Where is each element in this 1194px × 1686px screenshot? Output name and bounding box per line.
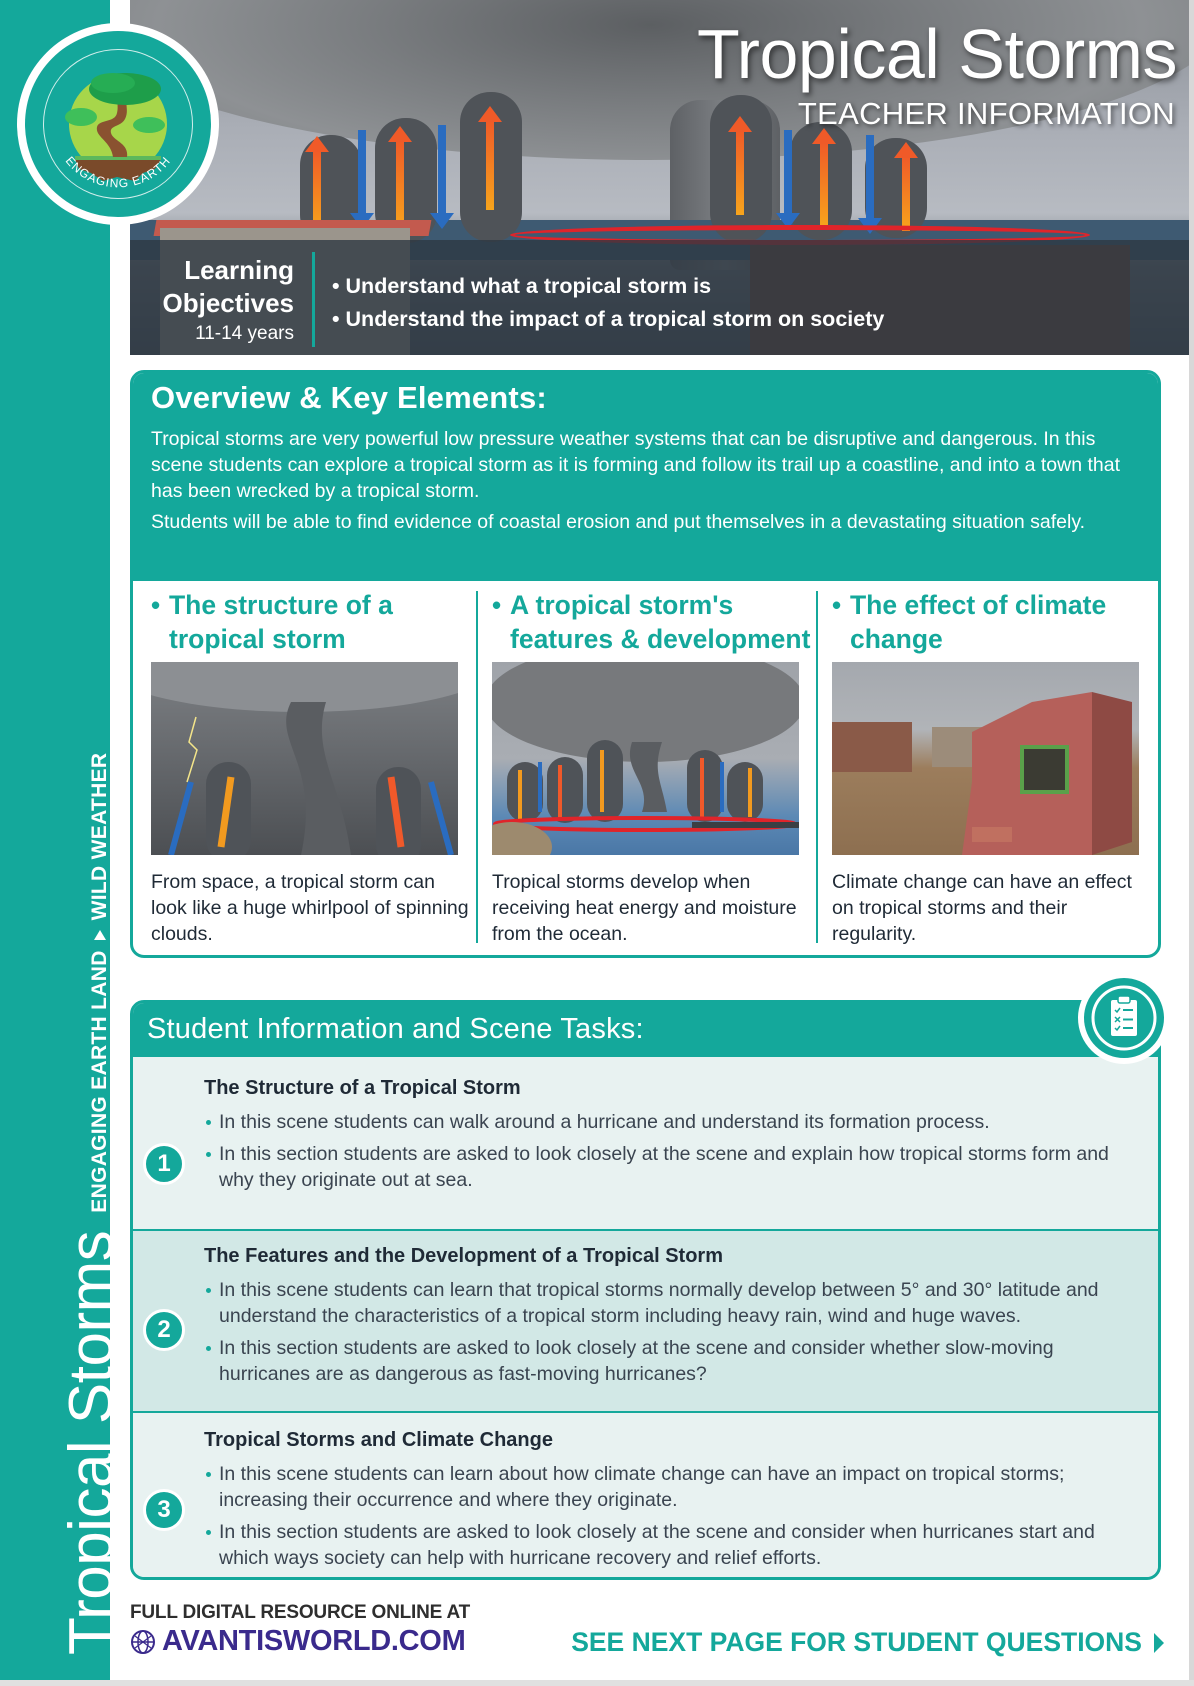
learning-objectives-label bbox=[138, 254, 294, 320]
student-tasks-header bbox=[133, 1003, 1158, 1057]
storm-development-image bbox=[492, 662, 799, 855]
key-element-title-text: The effect of climate change bbox=[850, 590, 1107, 654]
task-bullets bbox=[204, 1109, 1144, 1199]
task-bullet: In this section students are asked to look closely at the scene and consider when hurricanes start and which ways society can help with hurricane recovery and relief efforts. bbox=[204, 1519, 1144, 1571]
task-bullet: In this section students are asked to look closely at the scene and explain how tropical storms form and why they originate out at sea. bbox=[204, 1141, 1144, 1193]
key-element-title bbox=[832, 588, 1161, 660]
warm-air-arrow-icon bbox=[820, 142, 828, 227]
page-edge-shadow-bottom bbox=[0, 1680, 1194, 1686]
avantisworld-link[interactable] bbox=[130, 1625, 465, 1658]
hero-banner bbox=[130, 0, 1189, 355]
page-title: Tropical Storms bbox=[696, 15, 1177, 93]
overview-section bbox=[130, 370, 1161, 958]
globe-icon bbox=[130, 1629, 156, 1655]
next-page-text[interactable]: SEE NEXT PAGE FOR STUDENT QUESTIONS bbox=[571, 1627, 1142, 1657]
sidebar-breadcrumb-weather: WILD WEATHER bbox=[88, 752, 111, 921]
storm-structure-illustration bbox=[151, 662, 458, 855]
overview-header bbox=[133, 373, 1158, 581]
warm-air-arrow-icon bbox=[313, 150, 321, 230]
task-number-badge: 1 bbox=[143, 1143, 185, 1185]
cool-air-arrow-icon bbox=[438, 125, 446, 215]
warm-air-arrow-icon bbox=[486, 120, 494, 210]
key-element-development bbox=[492, 588, 822, 953]
task-heading: Tropical Storms and Climate Change bbox=[204, 1429, 553, 1451]
key-element-title-text: The structure of a tropical storm bbox=[169, 590, 393, 654]
overview-title: Overview & Key Elements: bbox=[151, 380, 547, 415]
ruined-house-illustration bbox=[832, 662, 1139, 855]
column-divider bbox=[816, 591, 818, 943]
cool-air-arrow-icon bbox=[866, 135, 874, 220]
column-divider bbox=[476, 591, 478, 943]
key-element-title bbox=[492, 588, 822, 660]
cool-air-arrow-icon bbox=[358, 130, 366, 215]
next-page-link[interactable] bbox=[571, 1627, 1164, 1658]
learning-objectives-label-line2: Objectives bbox=[162, 288, 294, 318]
task-bullet: In this scene students can learn that tropical storms normally develop between 5° and 30° latitude and understand the characteristics of a tropical storm including heavy rain, wind and huge waves. bbox=[204, 1277, 1144, 1329]
overview-paragraph-2: Students will be able to find evidence of coastal erosion and put themselves in a devastating situation safely. bbox=[151, 511, 1086, 533]
clipboard-badge-inner bbox=[1084, 978, 1164, 1058]
key-element-structure bbox=[151, 588, 481, 953]
learning-objectives-list bbox=[332, 270, 884, 336]
warm-air-arrow-icon bbox=[396, 140, 404, 230]
sidebar-rotated-text bbox=[55, 752, 126, 1655]
logo-badge bbox=[25, 31, 211, 217]
task-bullet: In this scene students can learn about how climate change can have an impact on tropical storms; increasing their occurrence and where they originate. bbox=[204, 1461, 1144, 1513]
student-tasks-title: Student Information and Scene Tasks: bbox=[147, 1013, 644, 1045]
sidebar-breadcrumb-land: ENGAGING EARTH LAND bbox=[88, 950, 111, 1213]
age-range: 11-14 years bbox=[195, 323, 294, 344]
chevron-right-icon bbox=[1154, 1633, 1164, 1653]
sidebar-title: Tropical Storms bbox=[57, 1230, 126, 1655]
learning-objectives-label-line1: Learning bbox=[184, 255, 294, 285]
task-bullet: In this scene students can walk around a hurricane and understand its formation process. bbox=[204, 1109, 1144, 1135]
warm-air-arrow-icon bbox=[902, 156, 910, 231]
key-element-title-text: A tropical storm's features & development bbox=[510, 590, 811, 654]
task-heading: The Structure of a Tropical Storm bbox=[204, 1077, 521, 1099]
avantisworld-link-text[interactable]: AVANTISWORLD.COM bbox=[162, 1625, 466, 1657]
storm-structure-image bbox=[151, 662, 458, 855]
key-element-caption: Climate change can have an effect on tropical storms and their regularity. bbox=[832, 871, 1132, 945]
warm-air-arrow-icon bbox=[736, 130, 744, 215]
svg-text:ENGAGING EARTH: ENGAGING EARTH bbox=[62, 153, 174, 191]
task-row bbox=[133, 1057, 1158, 1229]
clipboard-checklist-icon bbox=[1084, 978, 1164, 1058]
key-element-caption: From space, a tropical storm can look like a huge whirlpool of spinning clouds. bbox=[151, 871, 469, 945]
engaging-earth-logo bbox=[17, 23, 219, 225]
storm-development-illustration bbox=[492, 662, 799, 855]
task-number-badge: 2 bbox=[143, 1309, 185, 1351]
task-bullets bbox=[204, 1277, 1144, 1393]
task-bullet: In this section students are asked to look closely at the scene and consider whether slow-moving hurricanes are as dangerous as fast-moving hurricanes? bbox=[204, 1335, 1144, 1387]
task-heading: The Features and the Development of a Tropical Storm bbox=[204, 1245, 723, 1267]
key-element-title bbox=[151, 588, 481, 660]
task-number-badge: 3 bbox=[143, 1489, 185, 1531]
footer-label: FULL DIGITAL RESOURCE ONLINE AT bbox=[130, 1602, 471, 1623]
learning-objective-item: • Understand what a tropical storm is bbox=[332, 270, 884, 303]
page-subtitle: TEACHER INFORMATION bbox=[797, 96, 1175, 131]
logo-text-arc bbox=[25, 31, 211, 217]
learning-objectives-divider bbox=[312, 252, 315, 347]
breadcrumb-arrow-icon bbox=[94, 930, 106, 940]
task-row bbox=[133, 1411, 1158, 1577]
bullet-icon: • bbox=[151, 590, 161, 620]
key-element-caption: Tropical storms develop when receiving heat energy and moisture from the ocean. bbox=[492, 871, 797, 945]
bullet-icon: • bbox=[492, 590, 502, 620]
overview-paragraph-1: Tropical storms are very powerful low pressure weather systems that can be disruptive and dangerous. In this scene students can explore a tropical storm as it is forming and follow its trail up a coastline, and into a town that has been wrecked by a tropical storm. bbox=[151, 428, 1121, 502]
page-edge-shadow bbox=[1189, 0, 1194, 1686]
climate-change-image bbox=[832, 662, 1139, 855]
sidebar bbox=[0, 0, 126, 1680]
key-element-climate-change bbox=[832, 588, 1161, 953]
sidebar-title-wrap bbox=[0, 0, 126, 1680]
bullet-icon: • bbox=[832, 590, 842, 620]
cool-air-arrow-icon bbox=[784, 130, 792, 215]
student-tasks-section bbox=[130, 1000, 1161, 1580]
clipboard-badge bbox=[1078, 972, 1170, 1064]
task-bullets bbox=[204, 1461, 1144, 1577]
learning-objective-item: • Understand the impact of a tropical storm on society bbox=[332, 303, 884, 336]
task-row bbox=[133, 1229, 1158, 1411]
